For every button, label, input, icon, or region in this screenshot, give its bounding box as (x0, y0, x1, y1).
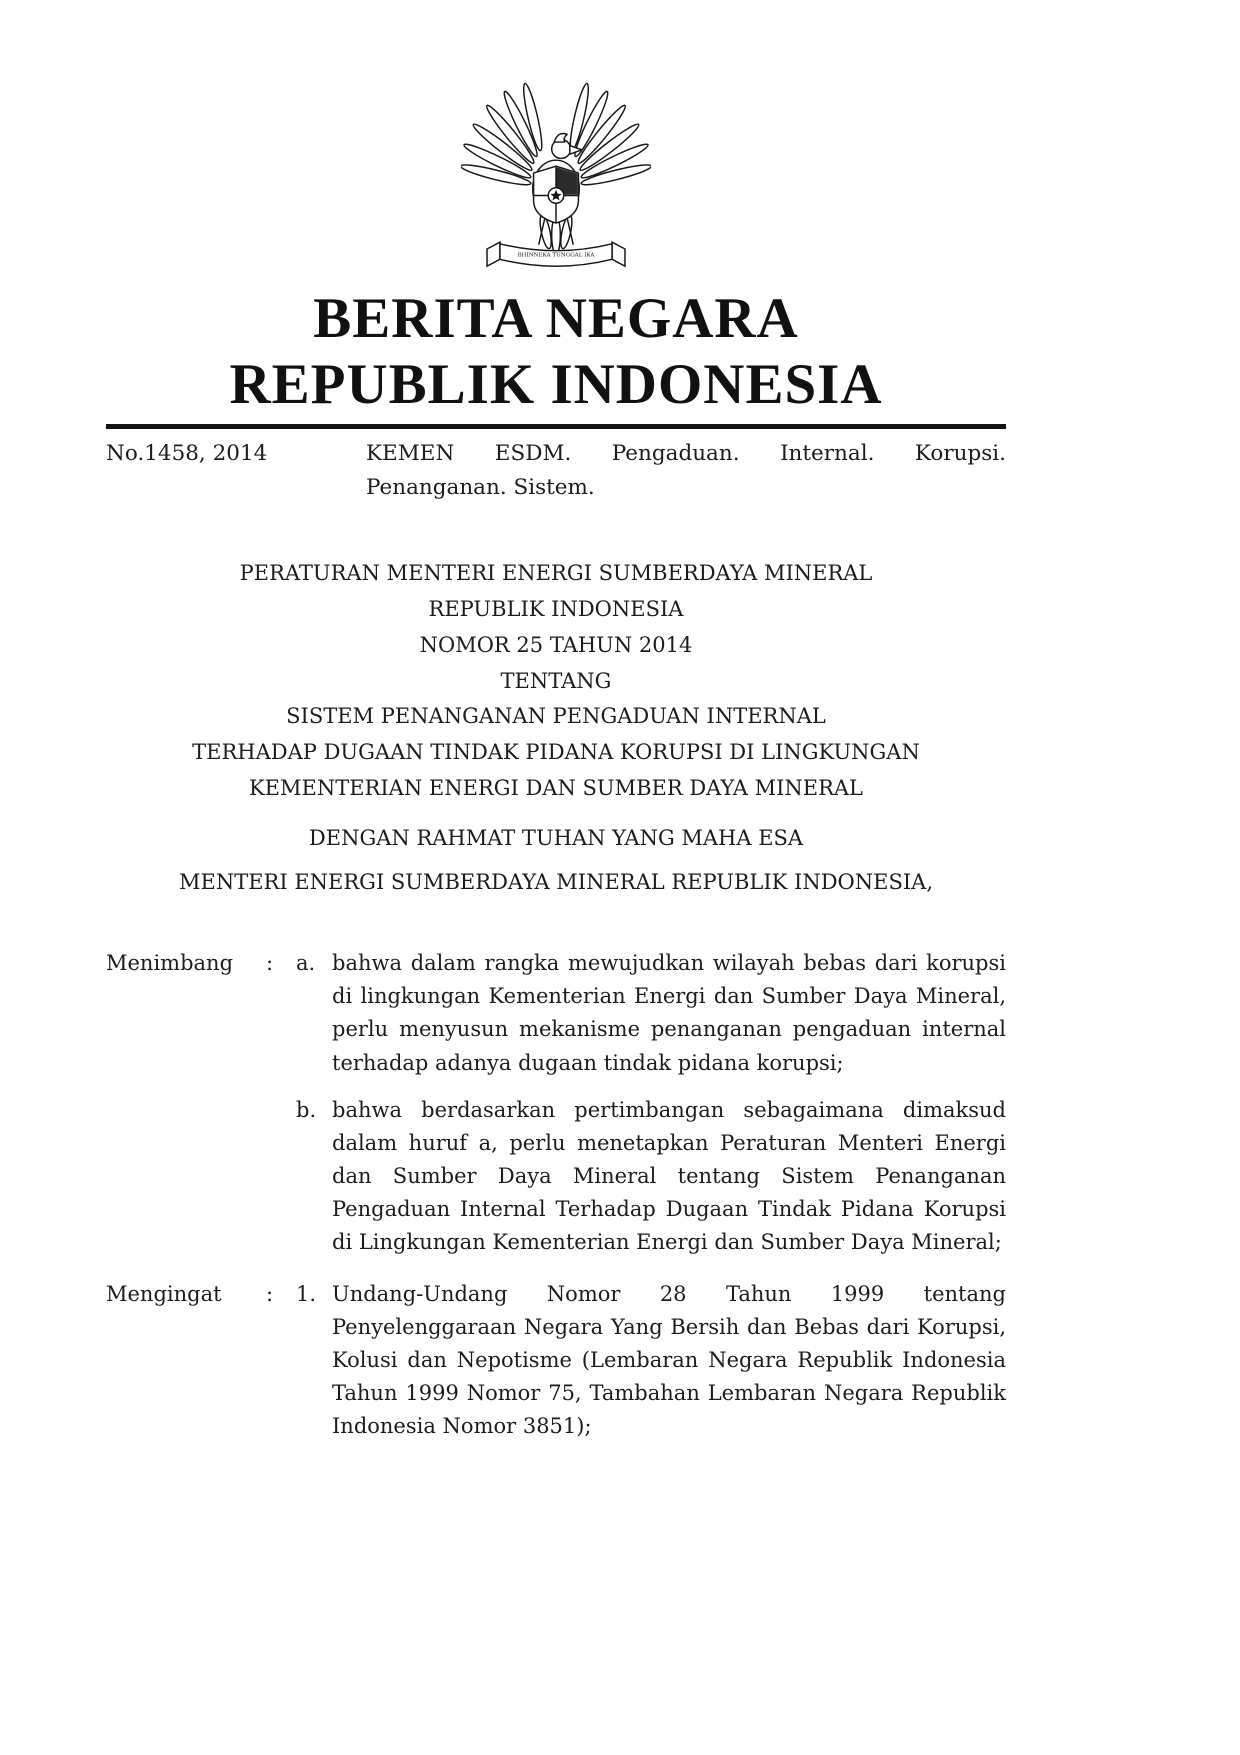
gazette-subject (366, 437, 1006, 504)
regulation-title-line: PERATURAN MENTERI ENERGI SUMBERDAYA MINERAL (239, 560, 873, 585)
item-text: bahwa dalam rangka mewujudkan wilayah bebas dari korupsi di lingkungan Kementerian Energi dan Sumber Daya Mineral, perlu menyusun mekanisme penanganan pengaduan internal terhadap adanya dugaan tindak pidana korupsi; (332, 951, 1006, 1075)
gazette-line (106, 437, 1006, 504)
masthead-title-line1: BERITA NEGARA (313, 287, 799, 350)
authority-line: MENTERI ENERGI SUMBERDAYA MINERAL REPUBLIK INDONESIA, (179, 870, 933, 895)
masthead-divider (106, 424, 1006, 429)
considering-label: Menimbang (106, 951, 234, 975)
item-marker: a. (296, 951, 316, 975)
regulation-subject-line: KEMENTERIAN ENERGI DAN SUMBER DAYA MINERAL (248, 776, 863, 801)
item-text: bahwa berdasarkan pertimbangan sebagaimana dimaksud dalam huruf a, perlu menetapkan Peraturan Menteri Energi dan Sumber Daya Mineral tentang Sistem Penanganan Pengaduan Internal Terhadap Dugaan Tindak Pidana Korupsi di Lingkungan Kementerian Energi dan Sumber Daya Mineral; (332, 1097, 1006, 1255)
recalling-items (296, 1278, 1006, 1458)
recalling-separator: : (266, 1281, 274, 1306)
recalling-section (106, 1278, 1006, 1458)
gazette-subject-line2: Penanganan. Sistem. (366, 474, 595, 500)
regulation-about-label: TENTANG (500, 668, 612, 693)
list-item (296, 1094, 1006, 1260)
regulation-title-line: REPUBLIK INDONESIA (428, 596, 684, 621)
list-item (296, 947, 1006, 1080)
regulation-subject-line: TERHADAP DUGAAN TINDAK PIDANA KORUPSI DI LINGKUNGAN (192, 740, 920, 765)
list-item (296, 1278, 1006, 1444)
recalling-label: Mengingat (106, 1281, 222, 1306)
gazette-number: No.1458, 2014 (106, 441, 268, 467)
masthead-title-line2: REPUBLIK INDONESIA (229, 353, 883, 417)
considering-section (106, 947, 1006, 1274)
regulation-subject-line: SISTEM PENANGANAN PENGADUAN INTERNAL (286, 704, 826, 729)
item-marker: 1. (296, 1281, 317, 1306)
item-text: Undang-Undang Nomor 28 Tahun 1999 tentang Penyelenggaraan Negara Yang Bersih dan Bebas dari Korupsi, Kolusi dan Nepotisme (Lembaran Negara Republik Indonesia Tahun 1999 Nomor 75, Tambahan Lembaran Negara Republik Indonesia Nomor 3851); (332, 1281, 1006, 1439)
regulation-number-line: NOMOR 25 TAHUN 2014 (419, 632, 693, 657)
masthead (106, 286, 1006, 418)
considering-items (296, 947, 1006, 1274)
clauses (106, 947, 1006, 1457)
emblem-container (106, 80, 1006, 280)
garuda-pancasila-emblem (461, 80, 651, 280)
gazette-subject-line1: KEMEN ESDM. Pengaduan. Internal. Korupsi. (366, 441, 1006, 467)
emblem-motto: BHINNEKA TUNGGAL IKA (517, 252, 595, 259)
item-marker: b. (296, 1097, 317, 1122)
considering-separator: : (266, 951, 274, 975)
invocation-line: DENGAN RAHMAT TUHAN YANG MAHA ESA (308, 826, 804, 851)
regulation-heading (106, 556, 1006, 901)
